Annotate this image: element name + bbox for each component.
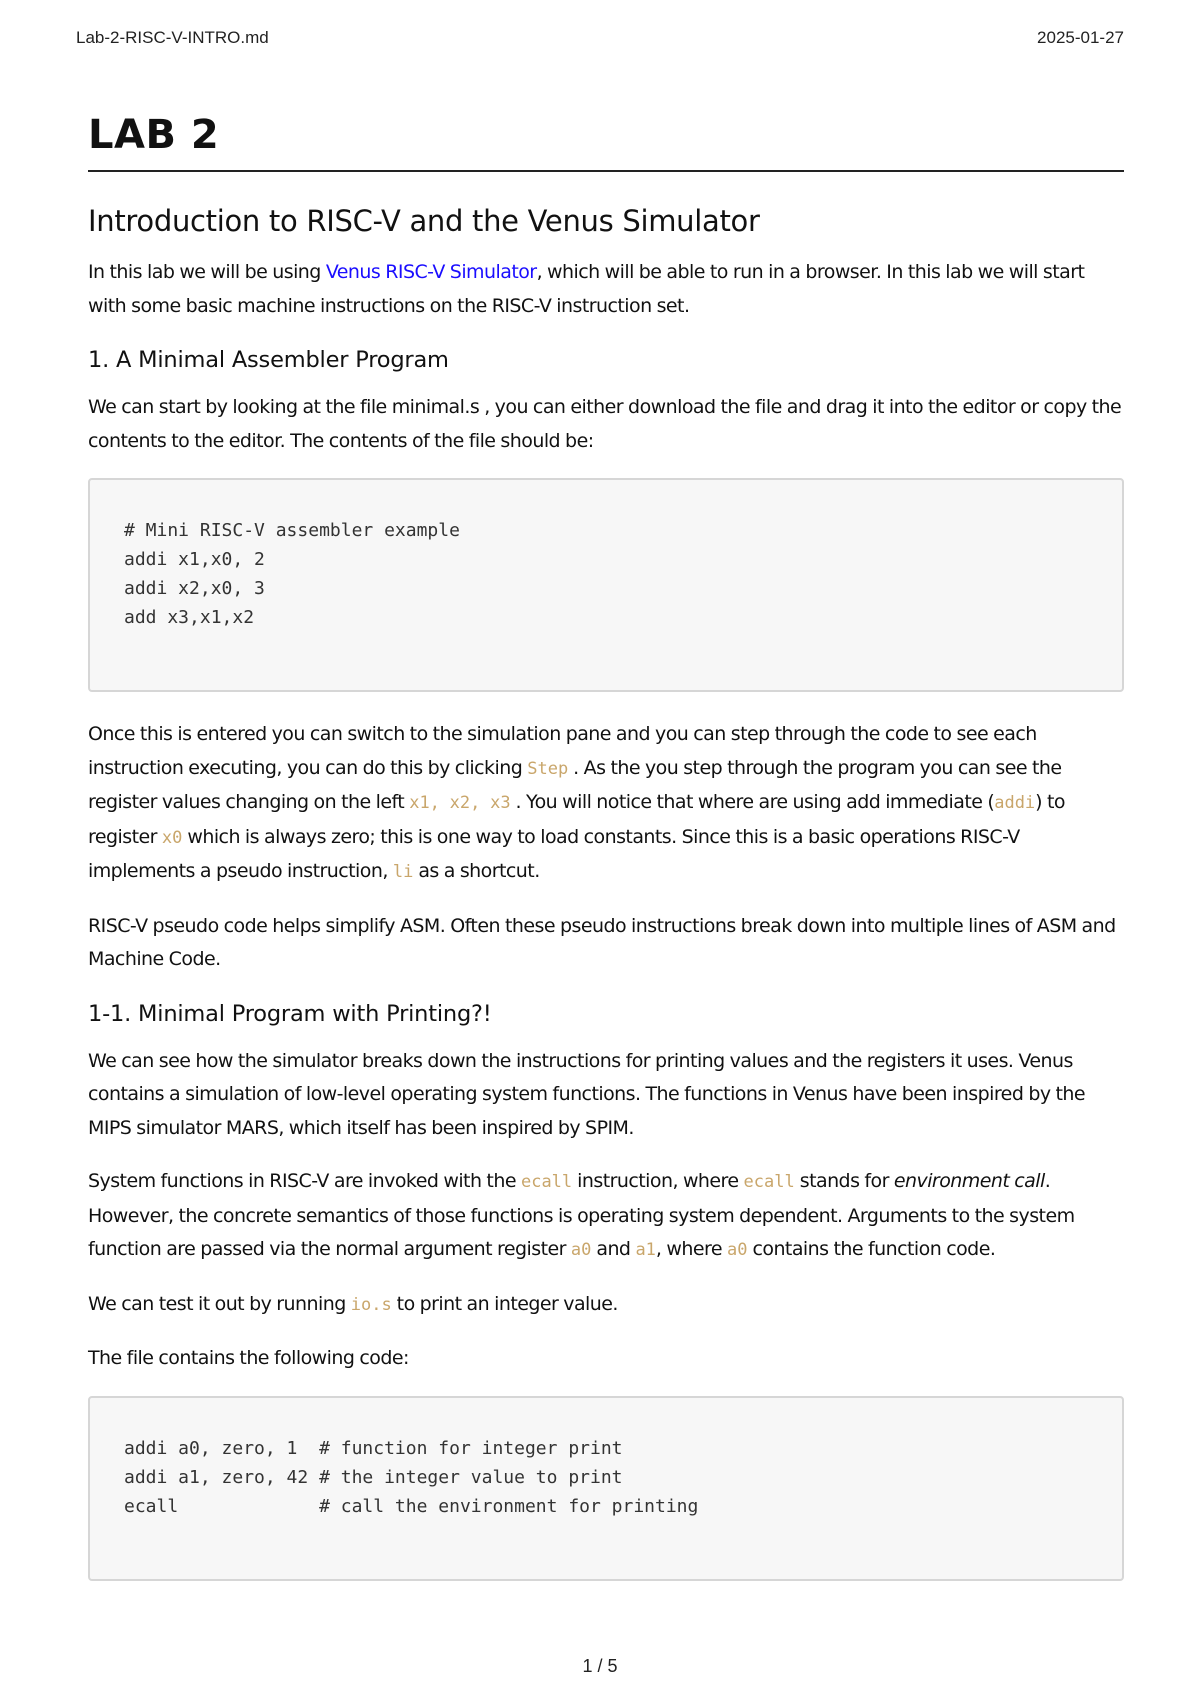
text: to print an integer value.: [391, 1292, 618, 1315]
page-number: 1 / 5: [582, 1656, 618, 1676]
intro-paragraph: [88, 256, 1124, 323]
header-filename: Lab-2-RISC-V-INTRO.md: [76, 28, 269, 47]
code-line: # Mini RISC-V assembler example: [124, 520, 460, 541]
section-1-paragraph-2: [88, 718, 1124, 890]
intro-text-pre: In this lab we will be using: [88, 261, 326, 283]
page-subtitle: Introduction to RISC-V and the Venus Simulator: [88, 204, 760, 238]
text: contains the function code.: [747, 1238, 996, 1260]
inline-code-x0: x0: [161, 827, 183, 848]
inline-code-ecall: ecall: [743, 1172, 795, 1192]
section-1-heading: 1. A Minimal Assembler Program: [88, 347, 449, 373]
text: as a shortcut.: [413, 860, 540, 882]
page-title: LAB 2: [88, 112, 1124, 172]
text: We can test it out by running: [88, 1292, 351, 1315]
text: . You will notice that where are using add immediate (: [510, 791, 995, 813]
code-line: addi a0, zero, 1 # function for integer print: [124, 1437, 623, 1459]
venus-simulator-link[interactable]: Venus RISC-V Simulator: [325, 261, 537, 283]
section-1-paragraph-1: We can start by looking at the file minimal.s , you can either download the file and drag it into the editor or copy the contents to the editor. The contents of the file should be:: [88, 396, 1122, 452]
inline-code-addi: addi: [994, 793, 1036, 813]
text: ) to register: [88, 791, 1065, 848]
inline-code-a0: a0: [727, 1240, 748, 1260]
text: which is always zero; this is one way to load constants. Since this is a basic operations RISC-V implements a pseudo instruction,: [88, 825, 1020, 882]
code-line: add x3,x1,x2: [124, 607, 255, 628]
document-body: [88, 112, 1124, 1607]
section-1-1-paragraph-1: We can see how the simulator breaks down the instructions for printing values and the registers it uses. Venus contains a simulation of low-level operating system functions. The functions in Venus have been inspired by the MIPS simulator MARS, which itself has been inspired by SPIM.: [88, 1049, 1086, 1139]
text: . As the you step through the program you can see the register values changing on the left: [88, 756, 1062, 813]
section-1-1-paragraph-4: The file contains the following code:: [88, 1347, 409, 1369]
intro-text-post: , which will be able to run in a browser. In this lab we will start with some basic machine instructions on the RISC-V instruction set.: [88, 261, 1085, 317]
text: and: [591, 1238, 636, 1260]
code-line: addi x2,x0, 3: [124, 578, 265, 599]
inline-code-a0: a0: [570, 1240, 592, 1260]
inline-code-li: li: [392, 862, 414, 882]
text: stands for: [794, 1170, 894, 1192]
inline-code-ecall: ecall: [520, 1172, 573, 1192]
section-1-paragraph-3: RISC-V pseudo code helps simplify ASM. Often these pseudo instructions break down into multiple lines of ASM and Machine Code.: [88, 914, 1116, 970]
emphasis-environment-call: environment call: [893, 1170, 1045, 1192]
inline-code-step: Step: [527, 758, 569, 779]
header-date: 2025-01-27: [1037, 28, 1124, 47]
inline-code-a1: a1: [635, 1240, 656, 1260]
text: instruction, where: [572, 1170, 744, 1192]
code-block-io: [88, 1396, 1124, 1581]
code-line: addi a1, zero, 42 # the integer value to print: [124, 1466, 623, 1488]
text: System functions in RISC-V are invoked with the: [88, 1170, 521, 1192]
section-1-1-paragraph-3: [88, 1288, 1124, 1323]
inline-code-io-s: io.s: [350, 1294, 392, 1315]
inline-code-registers: x1, x2, x3: [409, 793, 511, 813]
page-header: [76, 28, 1124, 48]
code-line: addi x1,x0, 2: [124, 549, 265, 570]
text: . However, the concrete semantics of those functions is operating system dependent. Arguments to the system function are passed via the normal argument register: [88, 1170, 1075, 1260]
section-1-1-paragraph-2: [88, 1165, 1124, 1268]
code-block-minimal: [88, 478, 1124, 692]
text: , where: [655, 1238, 727, 1260]
section-1-1-heading: 1-1. Minimal Program with Printing?!: [88, 1000, 492, 1027]
text: Once this is entered you can switch to the simulation pane and you can step through the code to see each instruction executing, you can do this by clicking: [88, 723, 1037, 779]
code-line: ecall # call the environment for printing: [124, 1495, 699, 1517]
